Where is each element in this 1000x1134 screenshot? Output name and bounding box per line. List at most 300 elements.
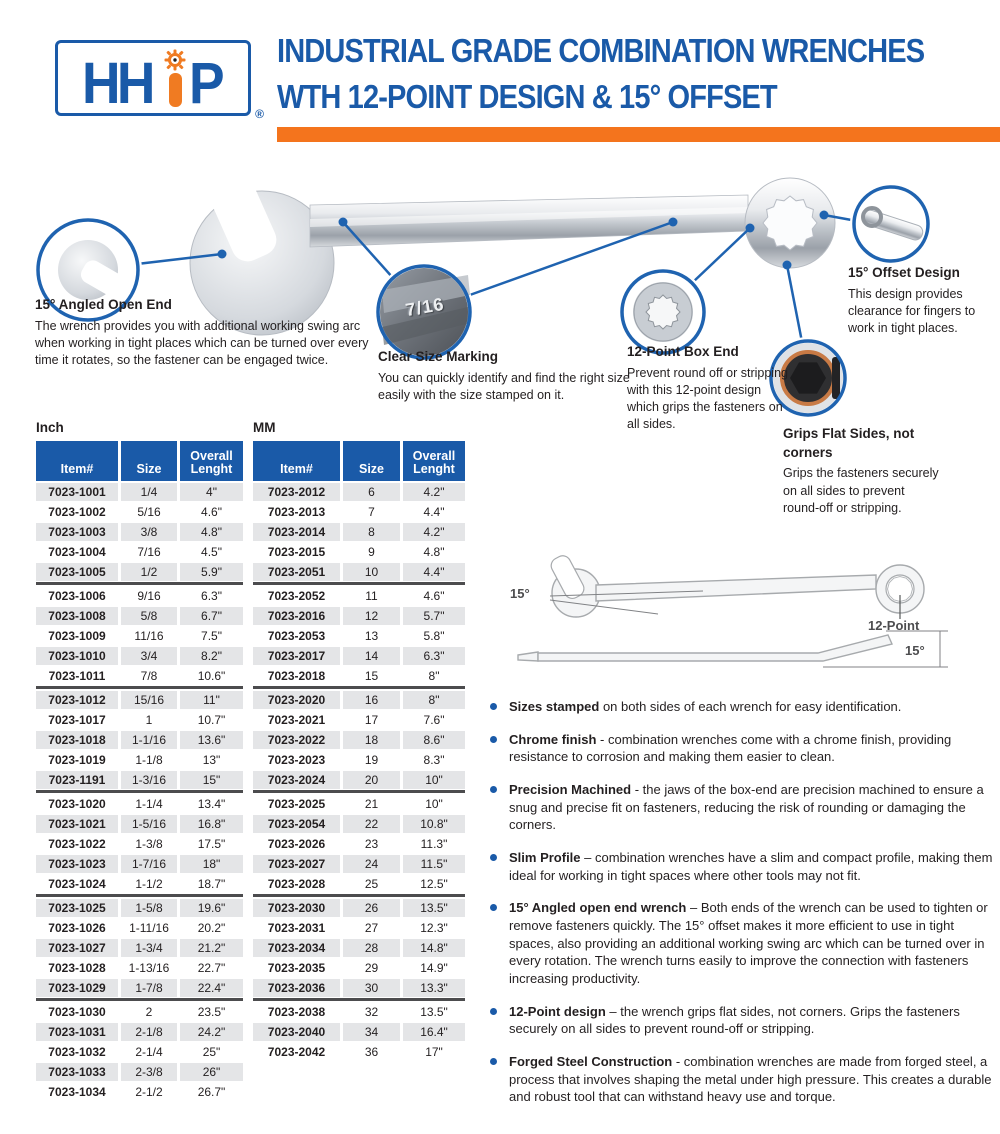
size-stamp-text: 7/16 xyxy=(403,293,446,321)
table-row xyxy=(253,979,465,997)
table-header-row xyxy=(36,441,243,481)
table-row xyxy=(253,607,465,625)
table-cell: 4.2" xyxy=(403,523,465,541)
table-cell: 7023-1017 xyxy=(48,713,106,727)
table-cell: 1/2 xyxy=(121,563,177,581)
column-header-item: Item# xyxy=(36,441,118,481)
table-cell: 7023-1027 xyxy=(36,939,118,957)
table-cell: 8.6" xyxy=(403,731,465,749)
table-cell: 22.4" xyxy=(180,979,243,997)
logo-letter-hh: HH xyxy=(82,50,152,116)
table-group-divider xyxy=(36,894,243,897)
table-cell: 24.2" xyxy=(180,1023,243,1041)
table-cell: 1-7/16 xyxy=(121,855,177,873)
table-cell: 14.9" xyxy=(420,961,448,975)
table-cell: 4" xyxy=(180,483,243,501)
table-cell: 7023-1011 xyxy=(48,669,106,683)
column-header-size: Size xyxy=(343,441,400,481)
table-cell: 7023-2012 xyxy=(253,483,340,501)
table-cell: 7023-1020 xyxy=(48,797,106,811)
feature-text: 15° Angled open end wrench – Both ends of the wrench can be used to tighten or remove fasteners quickly. The 15° offset makes it more efficient to use in tight spaces, also providing an additional working swing arc which can be turned over in every rotation. The wrench turns easily to improve the connection with fasteners increasing productivity. xyxy=(509,900,988,987)
hhip-logo xyxy=(55,40,264,121)
table-cell: 3/8 xyxy=(121,523,177,541)
table-cell: 13.6" xyxy=(180,731,243,749)
logo-letter-i xyxy=(164,49,186,107)
table-cell: 10.7" xyxy=(197,713,226,727)
mm-size-table xyxy=(253,441,465,1063)
feature-text: 12-Point design – the wrench grips flat sides, not corners. Grips the fasteners securely on all sides to prevent round-off or stripping. xyxy=(509,1003,960,1037)
table-row xyxy=(253,627,465,645)
column-header-length: Overall Lenght xyxy=(180,441,243,481)
table-cell: 17.5" xyxy=(197,837,226,851)
table-cell: 26 xyxy=(343,899,400,917)
table-cell: 6.3" xyxy=(403,647,465,665)
page-title xyxy=(277,28,997,120)
table-cell: 1-7/8 xyxy=(121,979,177,997)
table-row xyxy=(36,979,243,997)
feature-text: Chrome finish - combination wrenches come with a chrome finish, providing resistance to corrosion and making them easier to clean. xyxy=(509,731,952,765)
table-cell: 1-3/16 xyxy=(121,771,177,789)
table-cell: 2 xyxy=(145,1005,153,1019)
table-cell: 11.3" xyxy=(420,837,448,851)
feature-item xyxy=(488,1053,996,1106)
table-cell: 7023-2052 xyxy=(267,589,326,603)
table-cell: 7023-1031 xyxy=(36,1023,118,1041)
feature-item xyxy=(488,899,996,987)
table-cell: 2-1/2 xyxy=(135,1085,163,1099)
table-row xyxy=(253,1003,465,1021)
table-cell: 7023-1026 xyxy=(48,921,106,935)
table-group-divider xyxy=(253,998,465,1001)
table-cell: 7023-1023 xyxy=(36,855,118,873)
bullet-icon xyxy=(490,1058,497,1065)
table-cell: 15/16 xyxy=(121,691,177,709)
table-cell: 25 xyxy=(364,877,379,891)
table-cell: 1-5/16 xyxy=(121,815,177,833)
table-cell: 16.8" xyxy=(180,815,243,833)
table-cell: 8" xyxy=(428,669,440,683)
table-cell: 23.5" xyxy=(197,1005,226,1019)
table-cell: 8.2" xyxy=(180,647,243,665)
table-cell: 14 xyxy=(343,647,400,665)
table-group-divider xyxy=(36,998,243,1001)
table-row xyxy=(36,815,243,833)
logo-i-stem xyxy=(169,73,182,107)
table-cell: 1-1/8 xyxy=(135,753,163,767)
table-cell: 1-3/8 xyxy=(135,837,163,851)
table-cell: 13.5" xyxy=(403,899,465,917)
table-cell: 7023-2030 xyxy=(253,899,340,917)
table-row xyxy=(36,711,243,729)
callout-title: 12-Point Box End xyxy=(627,344,739,359)
table-row xyxy=(36,667,243,685)
table-cell: 34 xyxy=(343,1023,400,1041)
table-cell: 26" xyxy=(180,1063,243,1081)
table-body xyxy=(36,483,243,1101)
table-row xyxy=(36,563,243,581)
table-cell: 32 xyxy=(364,1005,379,1019)
column-header-item: Item# xyxy=(253,441,340,481)
callout-body: This design provides clearance for fingers to work in tight places. xyxy=(848,286,976,336)
bullet-icon xyxy=(490,703,497,710)
table-cell: 10 xyxy=(343,563,400,581)
page-title-line2: WTH 12-POINT DESIGN & 15° OFFSET xyxy=(277,78,777,116)
table-row xyxy=(36,835,243,853)
diagram-12-point-label: 12-Point xyxy=(868,618,920,633)
table-cell: 4.8" xyxy=(180,523,243,541)
table-cell: 9 xyxy=(368,545,375,559)
table-cell: 4.4" xyxy=(403,563,465,581)
callout-body: You can quickly identify and find the right size easily with the size stamped on it. xyxy=(378,370,630,402)
table-row xyxy=(253,667,465,685)
table-cell: 5.7" xyxy=(403,607,465,625)
table-cell: 7023-1029 xyxy=(36,979,118,997)
table-row xyxy=(36,855,243,873)
table-row xyxy=(36,483,243,501)
table-cell: 10.8" xyxy=(403,815,465,833)
table-cell: 7/8 xyxy=(140,669,158,683)
table-cell: 7023-2028 xyxy=(267,877,326,891)
table-cell: 7023-1024 xyxy=(48,877,106,891)
table-group-divider xyxy=(253,686,465,689)
table-cell: 7023-1008 xyxy=(36,607,118,625)
table-cell: 7023-1003 xyxy=(36,523,118,541)
mm-table-label: MM xyxy=(253,420,276,435)
table-row xyxy=(253,751,465,769)
table-cell: 7023-2025 xyxy=(267,797,326,811)
table-cell: 13 xyxy=(364,629,379,643)
table-body xyxy=(253,483,465,1061)
table-cell: 7023-1005 xyxy=(36,563,118,581)
offset-design-closeup-circle xyxy=(850,183,932,265)
registered-mark: ® xyxy=(255,107,264,121)
table-cell: 2-1/4 xyxy=(135,1045,163,1059)
feature-item xyxy=(488,698,996,716)
table-cell: 7023-2031 xyxy=(267,921,326,935)
table-cell: 5.9" xyxy=(180,563,243,581)
table-cell: 7023-2038 xyxy=(267,1005,326,1019)
table-cell: 22.7" xyxy=(197,961,226,975)
feature-list xyxy=(488,698,996,1121)
table-cell: 15" xyxy=(180,771,243,789)
table-row xyxy=(253,939,465,957)
table-cell: 7.5" xyxy=(201,629,222,643)
table-cell: 24 xyxy=(343,855,400,873)
table-cell: 7023-2027 xyxy=(253,855,340,873)
table-row xyxy=(253,483,465,501)
callout-offset-design xyxy=(848,264,998,337)
table-row xyxy=(36,607,243,625)
callout-title: Clear Size Marking xyxy=(378,349,499,364)
table-cell: 5.8" xyxy=(423,629,445,643)
table-row xyxy=(253,1023,465,1041)
table-cell: 11 xyxy=(365,589,378,603)
table-cell: 1-5/8 xyxy=(121,899,177,917)
table-cell: 7023-2042 xyxy=(267,1045,326,1059)
table-row xyxy=(36,543,243,561)
table-row xyxy=(36,731,243,749)
table-row xyxy=(253,875,465,893)
table-cell: 15 xyxy=(364,669,379,683)
feature-text: Sizes stamped on both sides of each wrench for easy identification. xyxy=(509,699,902,714)
table-row xyxy=(36,1083,243,1101)
callout-body: The wrench provides you with additional working swing arc when working in tight places which can be turned over every time it rotates, so the fastener can be engaged twice. xyxy=(35,318,369,368)
table-row xyxy=(36,899,243,917)
table-row xyxy=(253,543,465,561)
table-row xyxy=(36,647,243,665)
table-cell: 7023-1009 xyxy=(48,629,106,643)
bullet-icon xyxy=(490,854,497,861)
table-row xyxy=(253,919,465,937)
table-cell: 7023-2040 xyxy=(253,1023,340,1041)
table-cell: 7023-2023 xyxy=(267,753,326,767)
accent-bar xyxy=(277,127,1000,142)
table-row xyxy=(36,939,243,957)
table-cell: 30 xyxy=(343,979,400,997)
table-cell: 1-11/16 xyxy=(129,921,169,935)
table-row xyxy=(253,647,465,665)
callout-title: 15° Angled Open End xyxy=(35,297,172,312)
table-cell: 9/16 xyxy=(137,589,161,603)
logo-letter-p: P xyxy=(189,50,221,116)
table-cell: 13.3" xyxy=(403,979,465,997)
table-cell: 6.3" xyxy=(201,589,222,603)
table-cell: 7023-2053 xyxy=(267,629,326,643)
column-header-length: Overall Lenght xyxy=(403,441,465,481)
table-cell: 29 xyxy=(364,961,379,975)
table-cell: 2-3/8 xyxy=(121,1063,177,1081)
table-row xyxy=(253,959,465,977)
table-cell: 7023-2020 xyxy=(253,691,340,709)
table-cell: 7023-2017 xyxy=(253,647,340,665)
table-cell: 7023-1028 xyxy=(48,961,106,975)
table-group-divider xyxy=(253,894,465,897)
table-cell: 2-1/8 xyxy=(121,1023,177,1041)
table-row xyxy=(36,1023,243,1041)
table-cell: 7023-1025 xyxy=(36,899,118,917)
table-cell: 7023-1006 xyxy=(48,589,106,603)
table-cell: 21.2" xyxy=(180,939,243,957)
table-cell: 7023-2021 xyxy=(267,713,326,727)
table-cell: 7023-2054 xyxy=(253,815,340,833)
table-cell: 26.7" xyxy=(197,1085,226,1099)
table-cell: 18" xyxy=(180,855,243,873)
table-cell: 6 xyxy=(343,483,400,501)
table-row xyxy=(36,919,243,937)
table-cell: 19 xyxy=(364,753,379,767)
table-row xyxy=(36,795,243,813)
table-row xyxy=(36,875,243,893)
table-cell: 16.4" xyxy=(403,1023,465,1041)
table-cell: 25" xyxy=(202,1045,221,1059)
callout-grips-flat-sides xyxy=(783,425,941,517)
table-cell: 4.8" xyxy=(423,545,445,559)
table-cell: 13.5" xyxy=(420,1005,448,1019)
table-header-row xyxy=(253,441,465,481)
table-cell: 12.5" xyxy=(420,877,448,891)
table-row xyxy=(36,751,243,769)
table-cell: 7023-1034 xyxy=(48,1085,106,1099)
gear-icon xyxy=(164,49,186,71)
table-cell: 4.2" xyxy=(403,483,465,501)
table-cell: 12 xyxy=(343,607,400,625)
table-cell: 7023-2015 xyxy=(267,545,326,559)
table-cell: 5/8 xyxy=(121,607,177,625)
table-cell: 7.6" xyxy=(423,713,445,727)
table-cell: 8.3" xyxy=(423,753,445,767)
table-row xyxy=(253,503,465,521)
table-cell: 7023-1010 xyxy=(36,647,118,665)
table-cell: 7023-1012 xyxy=(36,691,118,709)
feature-text: Forged Steel Construction - combination wrenches are made from forged steel, a process that involves shaping the metal under high pressure. This creates a durable and robust tool that can withstand heavy use and torque. xyxy=(509,1054,992,1105)
table-cell: 7023-1022 xyxy=(48,837,106,851)
table-row xyxy=(36,587,243,605)
hhip-logo-letters xyxy=(82,49,223,116)
table-cell: 1-1/2 xyxy=(135,877,163,891)
table-row xyxy=(253,563,465,581)
table-cell: 14.8" xyxy=(403,939,465,957)
table-row xyxy=(36,1003,243,1021)
table-cell: 18.7" xyxy=(197,877,226,891)
table-cell: 1/4 xyxy=(121,483,177,501)
table-row xyxy=(253,691,465,709)
table-cell: 7023-1004 xyxy=(48,545,106,559)
table-cell: 10" xyxy=(425,797,443,811)
table-cell: 20.2" xyxy=(197,921,226,935)
table-cell: 8" xyxy=(403,691,465,709)
feature-text: Precision Machined - the jaws of the box-end are precision machined to ensure a snug and precise fit on fasteners, reducing the risk of rounding or damaging the corners. xyxy=(509,782,984,833)
feature-item xyxy=(488,849,996,884)
table-row xyxy=(253,855,465,873)
table-cell: 4.6" xyxy=(201,505,222,519)
table-cell: 7023-2014 xyxy=(253,523,340,541)
table-row xyxy=(253,523,465,541)
table-row xyxy=(253,795,465,813)
table-row xyxy=(36,523,243,541)
table-cell: 11" xyxy=(180,691,243,709)
table-row xyxy=(36,959,243,977)
table-cell: 3/4 xyxy=(121,647,177,665)
table-cell: 11.5" xyxy=(403,855,465,873)
table-cell: 21 xyxy=(364,797,379,811)
table-cell: 7023-2036 xyxy=(253,979,340,997)
table-row xyxy=(253,835,465,853)
table-cell: 4.4" xyxy=(423,505,445,519)
table-cell: 7023-2035 xyxy=(267,961,326,975)
table-cell: 7023-1032 xyxy=(48,1045,106,1059)
feature-text: Slim Profile – combination wrenches have a slim and compact profile, making them ideal for working in tight spaces where other tools may not fit. xyxy=(509,850,993,883)
table-cell: 10.6" xyxy=(197,669,226,683)
callout-clear-size-marking xyxy=(378,348,636,404)
inch-size-table xyxy=(36,441,243,1103)
table-row xyxy=(36,1043,243,1061)
table-group-divider xyxy=(253,582,465,585)
table-group-divider xyxy=(36,582,243,585)
table-cell: 10" xyxy=(403,771,465,789)
table-cell: 12.3" xyxy=(420,921,448,935)
table-row xyxy=(253,731,465,749)
table-cell: 13.4" xyxy=(197,797,226,811)
table-row xyxy=(36,627,243,645)
callout-title: 15° Offset Design xyxy=(848,265,960,280)
bullet-icon xyxy=(490,904,497,911)
feature-item xyxy=(488,781,996,834)
diagram-offset-angle-label: 15° xyxy=(905,643,925,658)
table-cell: 7023-2018 xyxy=(267,669,326,683)
table-cell: 36 xyxy=(364,1045,379,1059)
table-cell: 1-13/16 xyxy=(128,961,170,975)
callout-body: Grips the fasteners securely on all sides to prevent round-off or stripping. xyxy=(783,466,939,515)
table-cell: 6.7" xyxy=(180,607,243,625)
table-cell: 1-3/4 xyxy=(121,939,177,957)
table-cell: 19.6" xyxy=(180,899,243,917)
table-cell: 13" xyxy=(202,753,221,767)
table-row xyxy=(36,771,243,789)
callout-angled-open-end xyxy=(35,296,375,369)
feature-item xyxy=(488,1003,996,1038)
table-cell: 22 xyxy=(343,815,400,833)
table-row xyxy=(36,691,243,709)
table-cell: 11/16 xyxy=(134,629,164,643)
table-cell: 7023-1021 xyxy=(36,815,118,833)
callout-title: Grips Flat Sides, not corners xyxy=(783,426,915,460)
table-cell: 7023-1033 xyxy=(36,1063,118,1081)
inch-table-label: Inch xyxy=(36,420,64,435)
table-cell: 7 xyxy=(368,505,375,519)
table-row xyxy=(36,1063,243,1081)
table-row xyxy=(253,815,465,833)
table-group-divider xyxy=(253,790,465,793)
table-cell: 7023-2034 xyxy=(253,939,340,957)
column-header-size: Size xyxy=(121,441,177,481)
wrench-line-diagram xyxy=(488,545,1000,700)
table-cell: 7023-1018 xyxy=(36,731,118,749)
table-cell: 7023-2051 xyxy=(253,563,340,581)
bullet-icon xyxy=(490,786,497,793)
table-row xyxy=(253,711,465,729)
table-row xyxy=(36,503,243,521)
table-cell: 7023-2022 xyxy=(253,731,340,749)
diagram-open-angle-label: 15° xyxy=(510,586,530,601)
table-cell: 7023-2013 xyxy=(267,505,326,519)
table-cell: 4.5" xyxy=(201,545,222,559)
table-row xyxy=(253,771,465,789)
table-cell: 16 xyxy=(343,691,400,709)
table-cell: 1-1/4 xyxy=(135,797,163,811)
table-cell: 7023-2024 xyxy=(253,771,340,789)
table-cell: 1 xyxy=(145,713,153,727)
table-cell: 7023-1191 xyxy=(36,771,118,789)
table-cell: 7023-1001 xyxy=(36,483,118,501)
table-cell: 1-1/16 xyxy=(121,731,177,749)
callout-body: Prevent round off or stripping with this 12-point design which grips the fasteners on all sides. xyxy=(627,365,788,432)
bullet-icon xyxy=(490,1008,497,1015)
table-cell: 23 xyxy=(364,837,379,851)
table-cell: 7023-2026 xyxy=(267,837,326,851)
table-cell: 7023-1019 xyxy=(48,753,106,767)
table-group-divider xyxy=(36,686,243,689)
table-cell: 4.6" xyxy=(423,589,445,603)
table-cell: 20 xyxy=(343,771,400,789)
table-cell: 7023-2016 xyxy=(253,607,340,625)
table-group-divider xyxy=(36,790,243,793)
feature-item xyxy=(488,731,996,766)
table-cell: 17 xyxy=(364,713,379,727)
table-cell: 5/16 xyxy=(137,505,161,519)
table-row xyxy=(253,899,465,917)
table-cell: 7/16 xyxy=(137,545,161,559)
callout-12-point-box-end xyxy=(627,343,795,434)
